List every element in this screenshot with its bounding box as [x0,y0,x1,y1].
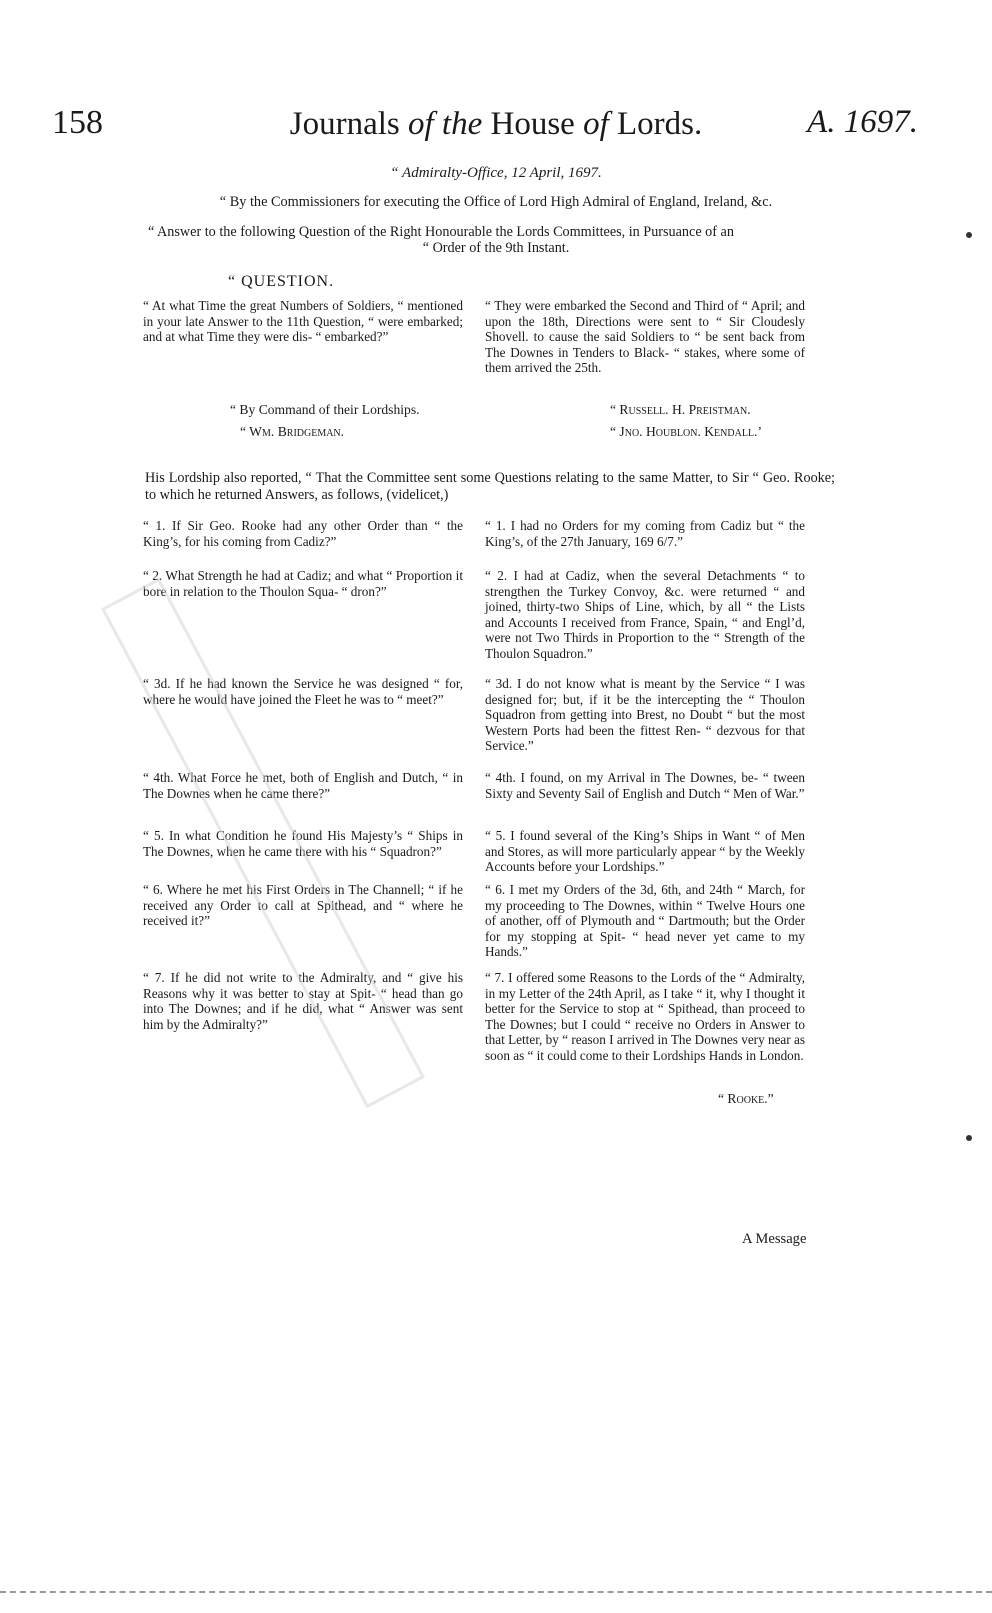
rooke-question-1: “ 1. If Sir Geo. Rooke had any other Order than “ the King’s, for his coming from Cadiz?” [143,518,463,549]
question-answer: “ They were embarked the Second and Third of “ April; and upon the 18th, Directions were sent to “ Sir Cloudesly Shovell. to cause the said Soldiers to “ be sent back from The Downes in Tenders to Black- “ stakes, where some of them arrived the 25th. [485,298,805,376]
rooke-question-7: “ 7. If he did not write to the Admiralty, and “ give his Reasons why it was better to stay at Spit- “ head than go into The Downes; and if he did, what “ Answer was sent him by the Admiralty?” [143,970,463,1032]
running-title: Journals of the House of Lords. [289,106,703,142]
rooke-answer-5: “ 5. I found several of the King’s Ships in Want “ of Men and Stores, as will more particularly appear “ by the Weekly Accounts before your Lordships.” [485,828,805,875]
commissioners-line: “ By the Commissioners for executing the Office of Lord High Admiral of England, Ireland, &c. [219,194,773,210]
question-text: “ At what Time the great Numbers of Soldiers, “ mentioned in your late Answer to the 11th Question, “ were embarked; and at what Time they were dis- “ embarked?” [143,298,463,345]
rooke-question-6: “ 6. Where he met his First Orders in The Channell; “ if he received any Order to call at Spithead, and “ where he received it?” [143,882,463,929]
margin-mark-2 [966,1135,972,1141]
signature-rooke: “ Rooke.” [718,1091,774,1106]
answer-intro-2: “ Order of the 9th Instant. [422,240,570,256]
rooke-answer-6: “ 6. I met my Orders of the 3d, 6th, and 24th “ March, for my proceeding to The Downes, within “ Twelve Hours one of another, off of Plymouth and “ Dartmouth; but the Order for my stopping at Spit- “ head never yet came to my Hands.” [485,882,805,960]
signature-bridgeman: “ Wm. Bridgeman. [240,424,345,439]
dateline: “ Admiralty-Office, 12 April, 1697. [390,165,602,181]
page-number: 158 [52,104,103,141]
page-year: A. 1697. [807,104,918,140]
signatures-line-2: “ Jno. Houblon. Kendall.’ [610,424,762,439]
signatures-line-1: “ Russell. H. Preistman. [610,402,751,417]
by-command: “ By Command of their Lordships. [230,402,420,417]
report-paragraph: His Lordship also reported, “ That the Committee sent some Questions relating to the same Matter, to Sir “ Geo. Rooke; to which he returned Answers, as follows, (videlicet,) [145,470,835,503]
bottom-edge-rule [0,1591,992,1593]
rooke-answer-3: “ 3d. I do not know what is meant by the Service “ I was designed for; but, if it be the intercepting the “ Thoulon Squadron from getting into Brest, no Doubt “ but the most Western Ports had been the fittest Ren- “ dezvous for that Service.” [485,676,805,754]
margin-mark-1 [966,232,972,238]
rooke-question-3: “ 3d. If he had known the Service he was designed “ for, where he would have joined the Fleet he was to “ meet?” [143,676,463,707]
rooke-answer-2: “ 2. I had at Cadiz, when the several Detachments “ to strengthen the Turkey Convoy, &c. were returned “ and joined, thirty-two Ships of Line, which, by all “ the Lists and Accounts I received from France, Spain, “ and Engl’d, were not Two Thirds in Proportion to the “ Strength of the Thoulon Squadron.” [485,568,805,661]
rooke-question-2: “ 2. What Strength he had at Cadiz; and what “ Proportion it bore in relation to the Thoulon Squa- “ dron?” [143,568,463,599]
rooke-question-5: “ 5. In what Condition he found His Majesty’s “ Ships in The Downes, when he came there with his “ Squadron?” [143,828,463,859]
question-heading: “ QUESTION. [228,273,335,290]
rooke-answer-7: “ 7. I offered some Reasons to the Lords of the “ Admiralty, in my Letter of the 24th April, as I take “ it, why I thought it better for the Service to stop at “ Spithead, than proceed to The Downes; but I could “ receive no Orders in Answer to that Letter, by “ reason I arrived in The Downes very near as soon as “ it could come to their Lordships Hands in London. [485,970,805,1063]
catchword: A Message [742,1231,807,1247]
answer-intro: “ Answer to the following Question of the Right Honourable the Lords Committees, in Pursuance of an [148,224,734,240]
rooke-question-4: “ 4th. What Force he met, both of English and Dutch, “ in The Downes when he came there?” [143,770,463,801]
rooke-answer-1: “ 1. I had no Orders for my coming from Cadiz but “ the King’s, of the 27th January, 169 6/7.” [485,518,805,549]
rooke-answer-4: “ 4th. I found, on my Arrival in The Downes, be- “ tween Sixty and Seventy Sail of English and Dutch “ Men of War.” [485,770,805,801]
page-header [0,104,992,154]
